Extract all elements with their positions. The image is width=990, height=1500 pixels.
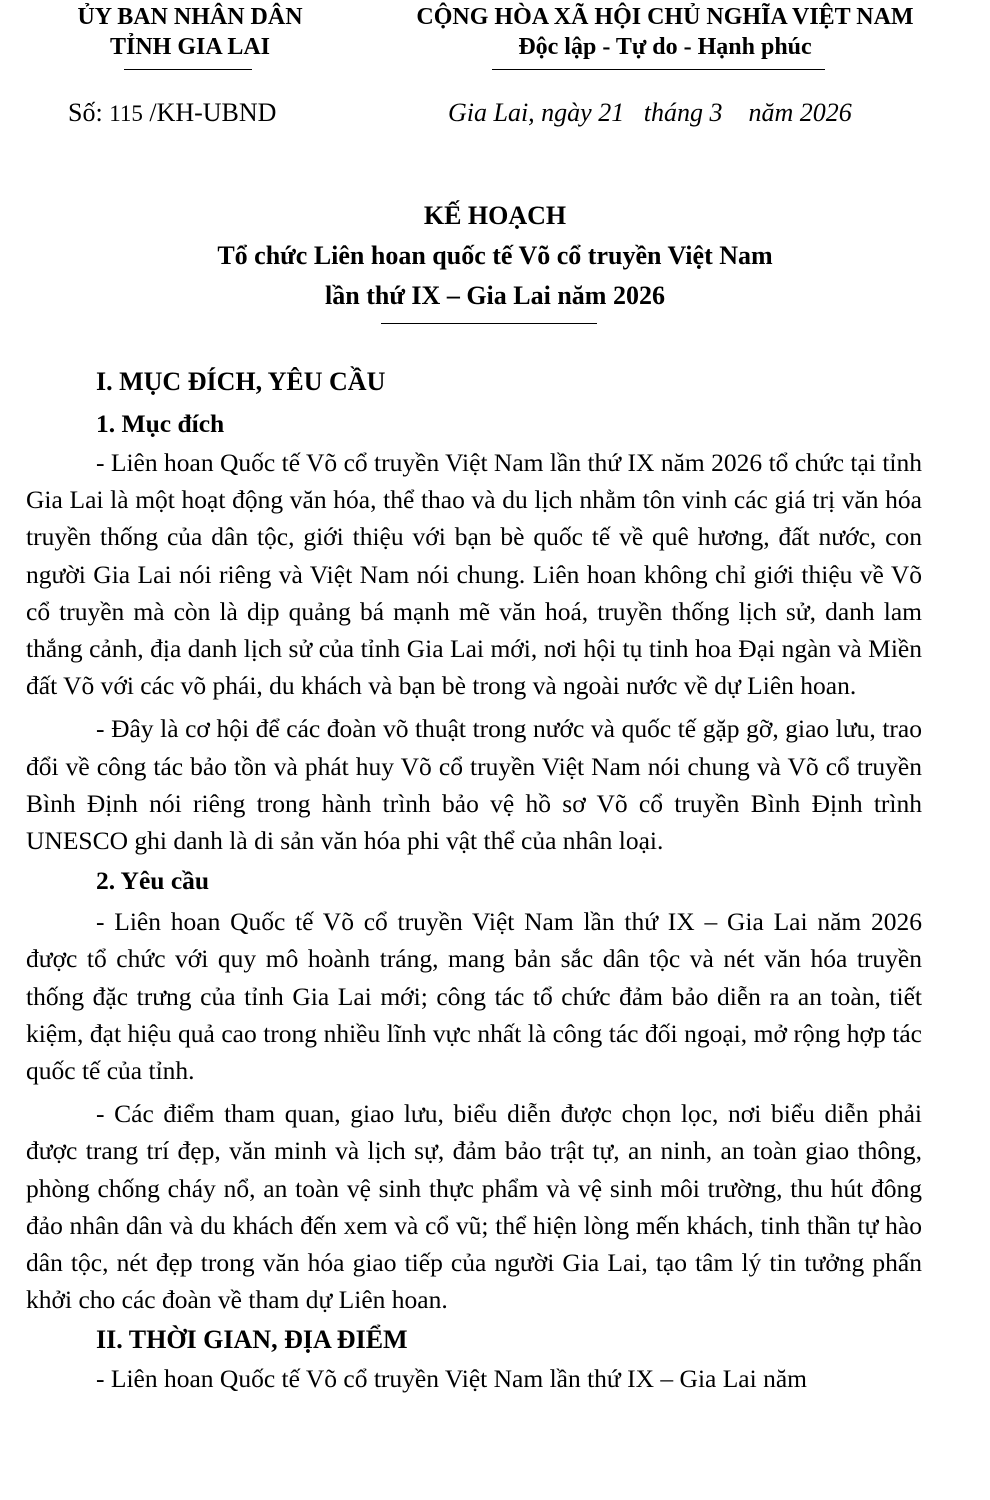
paragraph-3: - Liên hoan Quốc tế Võ cổ truyền Việt Nam lần thứ IX – Gia Lai năm 2026 được tổ chức với quy mô hoành tráng, mang bản sắc dân tộc và nét văn hóa truyền thống đặc trưng của tỉnh Gia Lai mới; công tác tổ chức đảm bảo diễn ra an toàn, tiết kiệm, đạt hiệu quả cao trong nhiều lĩnh vực nhất là công tác đối ngoại, mở rộng hợp tác quốc tế của tỉnh. [26, 907, 922, 1086]
document-number [68, 98, 276, 128]
agency-name-line1: ỦY BAN NHÂN DÂN [77, 4, 303, 30]
paragraph-5: - Liên hoan Quốc tế Võ cổ truyền Việt Nam lần thứ IX – Gia Lai năm [96, 1364, 807, 1394]
motto-underline [492, 69, 825, 70]
nation-name: CỘNG HÒA XÃ HỘI CHỦ NGHĨA VIỆT NAM [416, 4, 914, 30]
title-line2: Tổ chức Liên hoan quốc tế Võ cổ truyền Việt Nam [217, 241, 773, 270]
section-1-1-heading: 1. Mục đích [96, 409, 225, 438]
paragraph-4: - Các điểm tham quan, giao lưu, biểu diễn được chọn lọc, nơi biểu diễn phải được trang trí đẹp, văn minh và lịch sự, đảm bảo trật tự, an ninh, an toàn giao thông, phòng chống cháy nổ, an toàn vệ sinh thực phẩm và vệ sinh môi trường, thu hút đông đảo nhân dân và du khách đến xem và cổ vũ; thể hiện lòng mến khách, tinh thần tự hào dân tộc, nét đẹp trong văn hóa giao tiếp của người Gia Lai, tạo tâm lý tin tưởng phấn khởi cho các đoàn về tham dự Liên hoan. [26, 1099, 922, 1315]
document-title [0, 196, 990, 316]
document-number-suffix: /KH-UBND [142, 98, 277, 127]
section-1-2-heading: 2. Yêu cầu [96, 866, 210, 896]
title-line3: lần thứ IX – Gia Lai năm 2026 [325, 281, 665, 310]
national-motto-header [370, 2, 960, 62]
document-number-value: 115 [109, 101, 143, 126]
section-2-heading: II. THỜI GIAN, ĐỊA ĐIỂM [96, 1325, 408, 1355]
agency-underline [124, 69, 252, 70]
paragraph-2: - Đây là cơ hội để các đoàn võ thuật trong nước và quốc tế gặp gỡ, giao lưu, trao đổi về công tác bảo tồn và phát huy Võ cổ truyền Việt Nam nói chung và Võ cổ truyền Bình Định nói riêng trong hành trình bảo vệ hồ sơ Võ cổ truyền Bình Định trình UNESCO ghi danh là di sản văn hóa phi vật thể của nhân loại. [26, 714, 922, 856]
agency-name-line2: TỈNH GIA LAI [109, 34, 271, 60]
document-body [26, 362, 922, 1398]
agency-header [40, 2, 340, 62]
document-number-prefix: Số: [68, 98, 110, 127]
motto: Độc lập - Tự do - Hạnh phúc [518, 34, 812, 60]
section-1-heading: I. MỤC ĐÍCH, YÊU CẦU [96, 367, 386, 396]
title-underline [381, 323, 597, 324]
paragraph-1: - Liên hoan Quốc tế Võ cổ truyền Việt Nam lần thứ IX năm 2026 tổ chức tại tỉnh Gia Lai là một hoạt động văn hóa, thể thao và du lịch nhằm tôn vinh các giá trị văn hóa truyền thống của dân tộc, giới thiệu với bạn bè quốc tế về quê hương, đất nước, con người Gia Lai nói riêng và Việt Nam nói chung. Liên hoan không chỉ giới thiệu về Võ cổ truyền mà còn là dịp quảng bá mạnh mẽ văn hoá, truyền thống lịch sử, danh lam thắng cảnh, địa danh lịch sử của tỉnh Gia Lai mới, nơi hội tụ tinh hoa Đại ngàn và Miền đất Võ với các võ phái, du khách và bạn bè trong và ngoài nước về dự Liên hoan. [26, 448, 922, 701]
title-line1: KẾ HOẠCH [423, 201, 567, 230]
place-date: Gia Lai, ngày 21 tháng 3 năm 2026 [448, 98, 852, 127]
